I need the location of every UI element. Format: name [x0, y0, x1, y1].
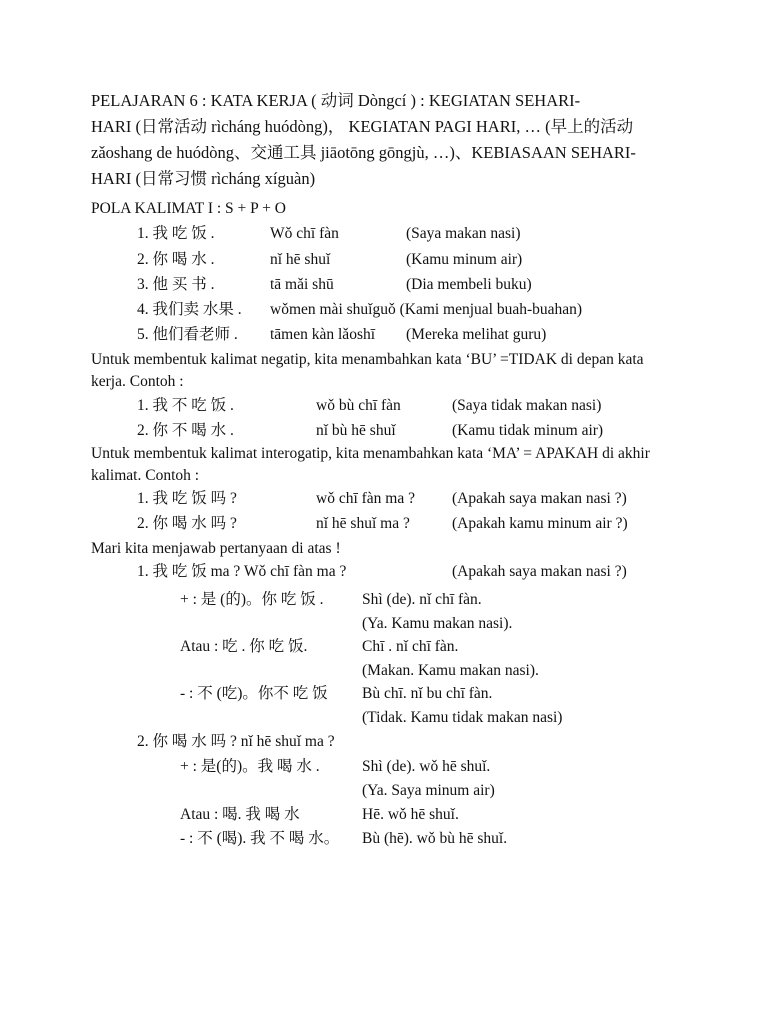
- example-pinyin: nǐ hē shuǐ ma ?: [316, 515, 410, 532]
- heading-line: HARI (日常活动 rìcháng huódòng)， KEGIATAN PAGI HARI, … (早上的活动: [91, 117, 634, 136]
- answer-pinyin: Bù (hē). wǒ bù hē shuǐ.: [362, 830, 508, 847]
- example-hanzi: 5. 他们看老师 .: [137, 326, 238, 343]
- answer-pinyin: Shì (de). nǐ chī fàn.: [362, 591, 482, 608]
- answer-pinyin: Chī . nǐ chī fàn.: [362, 638, 459, 655]
- answer-hanzi: Atau : 吃 . 你 吃 饭.: [180, 638, 308, 655]
- example-meaning: (Saya tidak makan nasi): [452, 397, 602, 414]
- example-hanzi: 4. 我们卖 水果 .: [137, 301, 242, 318]
- heading-line: zǎoshang de huódòng、交通工具 jiāotōng gōngjù, …)、KEBIASAAN SEHARI-: [91, 143, 636, 162]
- heading-line: HARI (日常习惯 rìcháng xíguàn): [91, 169, 316, 188]
- answer-meaning: (Ya. Kamu makan nasi).: [362, 615, 513, 632]
- example-meaning: (Kamu minum air): [406, 251, 523, 268]
- example-pinyin: Wǒ chī fàn: [270, 225, 339, 242]
- answer-hanzi: - : 不 (喝). 我 不 喝 水。: [180, 830, 340, 847]
- example-pinyin: wǒ chī fàn ma ?: [316, 490, 415, 507]
- example-hanzi: 2. 你 喝 水 .: [137, 251, 215, 268]
- answer-hanzi: - : 不 (吃)。你不 吃 饭: [180, 685, 328, 702]
- example-pinyin: tāmen kàn lǎoshī: [270, 326, 376, 343]
- example-meaning: (Apakah kamu minum air ?): [452, 515, 628, 532]
- example-meaning: (Mereka melihat guru): [406, 326, 547, 343]
- answer-meaning: (Ya. Saya minum air): [362, 782, 495, 799]
- example-meaning: (Kamu tidak minum air): [452, 422, 604, 439]
- example-meaning: (Saya makan nasi): [406, 225, 521, 242]
- example-pinyin: wǒ bù chī fàn: [316, 397, 401, 414]
- example-pinyin: nǐ bù hē shuǐ: [316, 422, 396, 439]
- answer-meaning: (Makan. Kamu makan nasi).: [362, 662, 539, 679]
- example-hanzi: 1. 我 吃 饭 吗 ?: [137, 490, 237, 507]
- answer-hanzi: Atau : 喝. 我 喝 水: [180, 806, 300, 823]
- example-hanzi: 2. 你 喝 水 吗 ?: [137, 515, 237, 532]
- example-pinyin: wǒmen mài shuǐguǒ (Kami menjual buah-buahan): [270, 301, 583, 318]
- example-hanzi: 2. 你 不 喝 水 .: [137, 422, 234, 439]
- interrogative-explanation: Untuk membentuk kalimat interogatip, kita menambahkan kata ‘MA’ = APAKAH di akhir kalimat. Contoh :: [91, 445, 650, 484]
- answer-hanzi: + : 是(的)。我 喝 水 .: [180, 758, 320, 775]
- example-hanzi: 1. 我 吃 饭 .: [137, 225, 215, 242]
- example-hanzi: 3. 他 买 书 .: [137, 276, 215, 293]
- answer-pinyin: Hē. wǒ hē shuǐ.: [362, 806, 459, 823]
- example-meaning: (Dia membeli buku): [406, 276, 532, 293]
- answer-intro: Mari kita menjawab pertanyaan di atas !: [91, 540, 341, 557]
- answer-hanzi: + : 是 (的)。你 吃 饭 .: [180, 591, 324, 608]
- question: 1. 我 吃 饭 ma ? Wǒ chī fàn ma ?: [137, 563, 347, 580]
- heading-line: PELAJARAN 6 : KATA KERJA ( 动词 Dòngcí ) : KEGIATAN SEHARI-: [91, 91, 581, 110]
- lesson-heading: [91, 88, 681, 192]
- example-meaning: (Apakah saya makan nasi ?): [452, 490, 627, 507]
- answer-meaning: (Tidak. Kamu tidak makan nasi): [362, 709, 563, 726]
- negative-explanation: Untuk membentuk kalimat negatip, kita menambahkan kata ‘BU’ =TIDAK di depan kata kerja. Contoh :: [91, 351, 644, 390]
- question: 2. 你 喝 水 吗 ? nǐ hē shuǐ ma ?: [137, 733, 335, 750]
- answer-pinyin: Bù chī. nǐ bu chī fàn.: [362, 685, 493, 702]
- pattern-title: POLA KALIMAT I : S + P + O: [91, 200, 286, 217]
- answer-pinyin: Shì (de). wǒ hē shuǐ.: [362, 758, 491, 775]
- example-hanzi: 1. 我 不 吃 饭 .: [137, 397, 234, 414]
- example-pinyin: tā mǎi shū: [270, 276, 334, 293]
- example-pinyin: nǐ hē shuǐ: [270, 251, 331, 268]
- question-meaning: (Apakah saya makan nasi ?): [452, 563, 627, 580]
